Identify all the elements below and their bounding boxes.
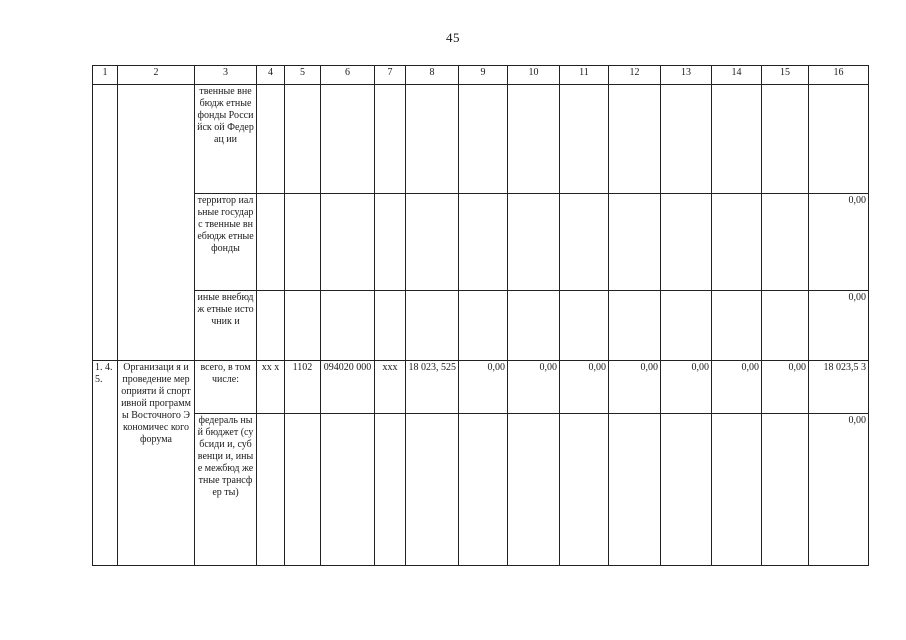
header-cell: 9 [459,66,508,85]
table-row [93,85,869,194]
header-cell: 6 [321,66,375,85]
table-cell [375,291,406,361]
activity-name-cell: Организаци я и проведение мероприяти й спортивной программы Восточного Экономичес кого форума [118,361,195,566]
table-cell [375,85,406,194]
table-row [93,194,869,291]
funding-source-cell: федераль ный бюджет (субсиди и, субвенци и, иные межбюд жетные трансфер ты) [195,414,257,566]
table-cell [712,291,762,361]
value-cell-col12: 0,00 [609,361,661,414]
table-cell [257,291,285,361]
table-cell [712,85,762,194]
table-cell [762,194,809,291]
table-cell [609,291,661,361]
table-cell [375,194,406,291]
table-cell [321,85,375,194]
header-cell: 10 [508,66,560,85]
table-row [93,361,869,414]
table-cell [762,85,809,194]
header-cell: 1 [93,66,118,85]
funding-source-cell: твенные внебюдж етные фонды Российск ой Федерац ии [195,85,257,194]
header-cell: 3 [195,66,257,85]
table-cell [321,414,375,566]
table-cell [459,414,508,566]
table-cell [257,414,285,566]
table-cell [508,291,560,361]
table-cell [406,291,459,361]
value-cell-col16: 0,00 [809,414,869,566]
header-cell: 8 [406,66,459,85]
table-cell [285,291,321,361]
table-cell [406,414,459,566]
table-cell [285,414,321,566]
page-number: 45 [446,30,460,45]
table-cell [257,194,285,291]
value-cell-col11: 0,00 [560,361,609,414]
table-row [93,414,869,566]
header-cell: 2 [118,66,195,85]
table-cell [661,194,712,291]
value-cell-col16: 18 023,5 3 [809,361,869,414]
code-cell-col5: 1102 [285,361,321,414]
header-cell: 14 [712,66,762,85]
table-cell [661,85,712,194]
merged-cell-col1 [93,85,118,361]
table-cell [560,194,609,291]
code-cell-col7: ххх [375,361,406,414]
table-cell [508,194,560,291]
table-cell [406,194,459,291]
value-cell-col16: 0,00 [809,291,869,361]
header-row [93,66,869,85]
table-cell [459,85,508,194]
header-cell: 4 [257,66,285,85]
table-cell [762,414,809,566]
code-cell-col4: хх х [257,361,285,414]
value-cell-col13: 0,00 [661,361,712,414]
table-cell [609,85,661,194]
table-cell [712,414,762,566]
table-cell [508,85,560,194]
table-cell [560,85,609,194]
budget-table [92,65,869,566]
table-cell [257,85,285,194]
table-cell [609,414,661,566]
header-cell: 16 [809,66,869,85]
table-cell [321,291,375,361]
value-cell-col16: 0,00 [809,194,869,291]
code-cell-col6: 094020 000 [321,361,375,414]
table-cell [285,85,321,194]
table-cell [406,85,459,194]
table-cell [285,194,321,291]
table-cell [560,414,609,566]
header-cell: 13 [661,66,712,85]
value-cell-col10: 0,00 [508,361,560,414]
funding-source-cell: иные внебюдж етные источник и [195,291,257,361]
item-number-cell: 1. 4. 5. [93,361,118,566]
table-cell [321,194,375,291]
table-cell [661,414,712,566]
value-cell-col15: 0,00 [762,361,809,414]
table-cell [809,85,869,194]
value-cell-col8: 18 023, 525 [406,361,459,414]
table-cell [762,291,809,361]
table-cell [609,194,661,291]
merged-cell-col2 [118,85,195,361]
table-cell [560,291,609,361]
table-cell [459,194,508,291]
header-cell: 7 [375,66,406,85]
funding-source-cell: территор иальные государс твенные внебюдж етные фонды [195,194,257,291]
table-cell [508,414,560,566]
table-cell [661,291,712,361]
table-cell [459,291,508,361]
header-cell: 12 [609,66,661,85]
funding-source-cell: всего, в том числе: [195,361,257,414]
header-cell: 11 [560,66,609,85]
value-cell-col9: 0,00 [459,361,508,414]
header-cell: 15 [762,66,809,85]
value-cell-col14: 0,00 [712,361,762,414]
table-cell [712,194,762,291]
header-cell: 5 [285,66,321,85]
table-row [93,291,869,361]
table-cell [375,414,406,566]
